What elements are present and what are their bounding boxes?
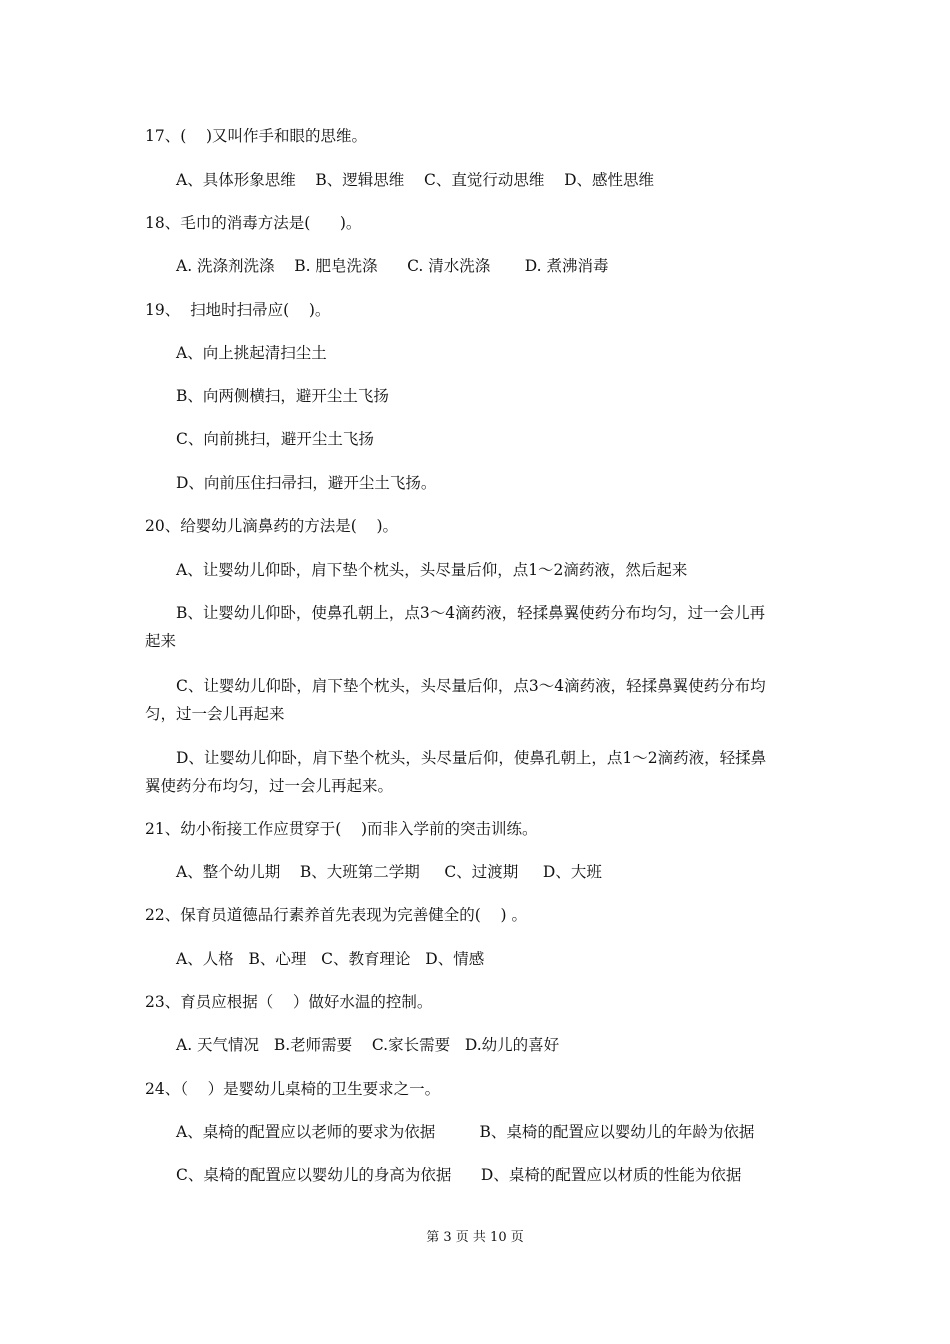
options-17: A、具体形象思维 B、逻辑思维 C、直觉行动思维 D、感性思维 xyxy=(176,171,654,189)
option-19-d: D、向前压住扫帚扫，避开尘土飞扬。 xyxy=(176,474,437,492)
option-20-c-cont: 匀，过一会儿再起来 xyxy=(145,705,285,723)
option-19-a: A、向上挑起清扫尘土 xyxy=(176,344,327,362)
question-22: 22、保育员道德品行素养首先表现为完善健全的( ) 。 xyxy=(145,906,527,924)
options-21: A、整个幼儿期 B、大班第二学期 C、过渡期 D、大班 xyxy=(176,863,602,881)
option-19-c: C、向前挑扫，避开尘土飞扬 xyxy=(176,430,374,448)
options-22: A、人格 B、心理 C、教育理论 D、情感 xyxy=(176,950,485,968)
option-20-d: D、让婴幼儿仰卧，肩下垫个枕头，头尽量后仰，使鼻孔朝上，点1～2滴药液，轻揉鼻 xyxy=(176,749,767,767)
option-20-b: B、让婴幼儿仰卧，使鼻孔朝上，点3～4滴药液，轻揉鼻翼使药分布均匀，过一会儿再 xyxy=(176,604,766,622)
page-footer: 第 3 页 共 10 页 xyxy=(426,1230,524,1245)
options-23: A. 天气情况 B.老师需要 C.家长需要 D.幼儿的喜好 xyxy=(176,1036,560,1054)
option-19-b: B、向两侧横扫，避开尘土飞扬 xyxy=(176,387,389,405)
options-24-ab: A、桌椅的配置应以老师的要求为依据 B、桌椅的配置应以婴幼儿的年龄为依据 xyxy=(176,1123,755,1141)
question-21: 21、幼小衔接工作应贯穿于( )而非入学前的突击训练。 xyxy=(145,820,538,838)
option-20-d-cont: 翼使药分布均匀，过一会儿再起来。 xyxy=(145,777,394,795)
options-18: A. 洗涤剂洗涤 B. 肥皂洗涤 C. 清水洗涤 D. 煮沸消毒 xyxy=(176,257,609,275)
question-23: 23、育员应根据（ ）做好水温的控制。 xyxy=(145,993,433,1011)
question-18: 18、毛巾的消毒方法是( )。 xyxy=(145,214,362,232)
question-24: 24、（ ）是婴幼儿桌椅的卫生要求之一。 xyxy=(145,1080,441,1098)
question-17: 17、( )又叫作手和眼的思维。 xyxy=(145,127,368,145)
question-20: 20、给婴幼儿滴鼻药的方法是( )。 xyxy=(145,517,399,535)
option-20-b-cont: 起来 xyxy=(145,632,177,650)
options-24-cd: C、桌椅的配置应以婴幼儿的身高为依据 D、桌椅的配置应以材质的性能为依据 xyxy=(176,1166,742,1184)
question-19: 19、 扫地时扫帚应( )。 xyxy=(145,301,331,319)
option-20-c: C、让婴幼儿仰卧，肩下垫个枕头，头尽量后仰，点3～4滴药液，轻揉鼻翼使药分布均 xyxy=(176,677,766,695)
option-20-a: A、让婴幼儿仰卧，肩下垫个枕头，头尽量后仰，点1～2滴药液，然后起来 xyxy=(176,561,688,579)
